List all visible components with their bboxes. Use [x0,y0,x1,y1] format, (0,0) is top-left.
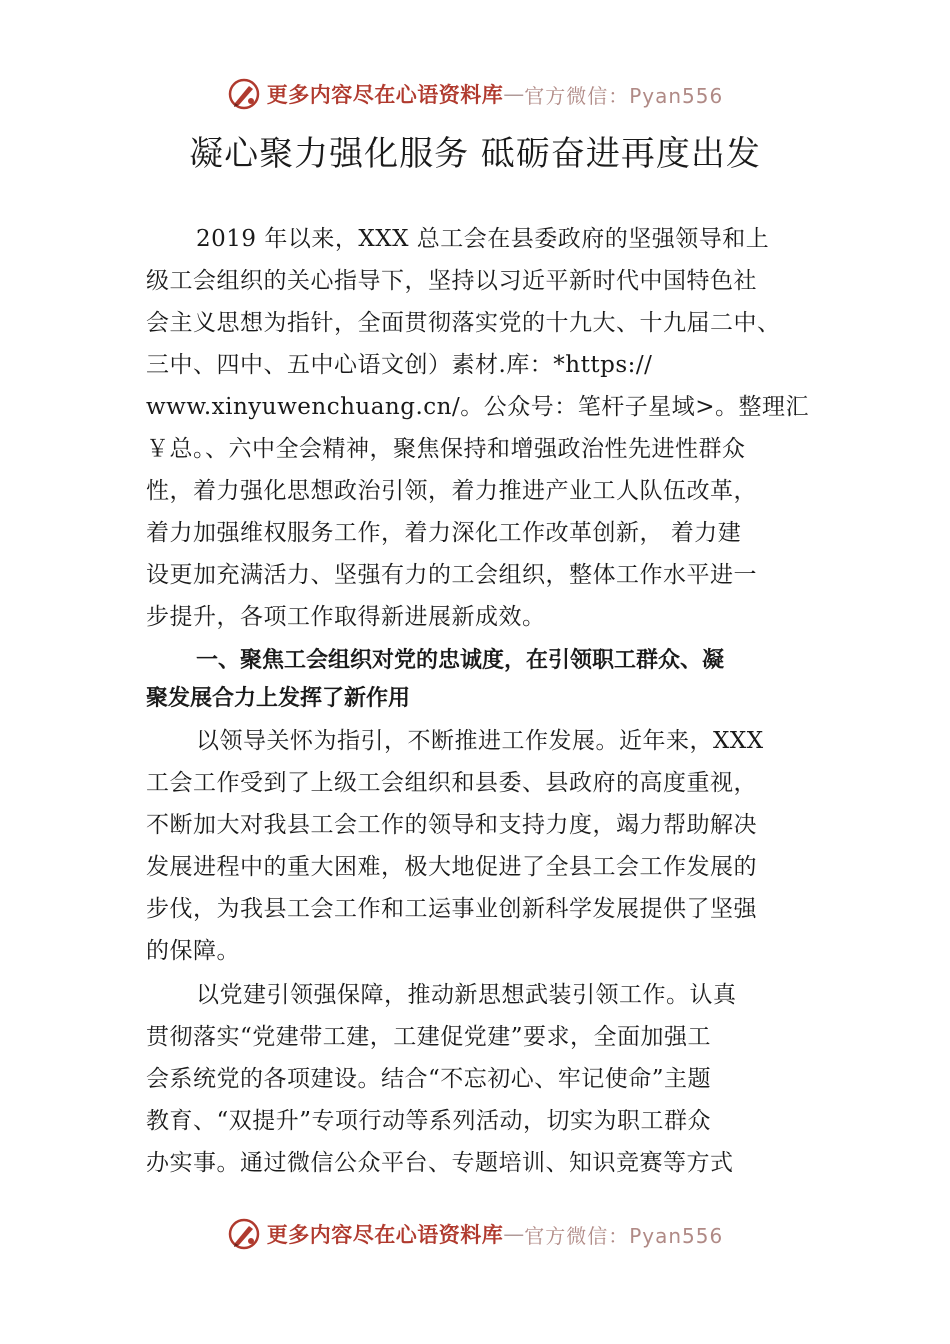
paragraph-3 [146,974,826,1184]
heading-line: 聚发展合力上发挥了新作用 [146,686,411,711]
paragraph-line: 工会工作受到了上级工会组织和县委、县政府的高度重视， [146,770,757,796]
paragraph-line: ￥总。、六中全会精神，聚焦保持和增强政治性先进性群众 [146,436,746,462]
paragraph-line: 步伐，为我县工会工作和工运事业创新科学发展提供了坚强 [146,896,757,922]
section-heading-1 [146,642,826,718]
banner-wechat: 官方微信：Pyan556 [524,83,724,108]
banner-brand: 更多内容尽在心语资料库 [266,1222,504,1247]
paragraph-line: 会主义思想为指针，全面贯彻落实党的十九大、十九届二中、 [146,310,781,336]
document-body [146,218,826,1184]
paragraph-line: 贯彻落实“党建带工建，工建促党建”要求，全面加强工 [146,1024,712,1050]
paragraph-line: 教育、“双提升”专项行动等系列活动，切实为职工群众 [146,1108,712,1134]
footer-banner [0,1212,950,1256]
paragraph-line: 发展进程中的重大困难，极大地促进了全县工会工作发展的 [146,854,757,880]
pen-in-circle-icon [227,1217,261,1251]
paragraph-1 [146,218,826,638]
banner-separator: — [503,82,525,106]
paragraph-line: 以党建引领强保障，推动新思想武装引领工作。认真 [196,982,737,1008]
banner-brand: 更多内容尽在心语资料库 [266,82,504,107]
banner-separator: — [503,1222,525,1246]
paragraph-line: 三中、四中、五中心语文创）素材.库：*https:// [146,352,653,378]
paragraph-2 [146,720,826,972]
paragraph-line: 会系统党的各项建设。结合“不忘初心、牢记使命”主题 [146,1066,712,1092]
document-title: 凝心聚力强化服务 砥砺奋进再度出发 [189,134,761,174]
pen-in-circle-icon [227,77,261,111]
paragraph-line: 的保障。 [146,938,240,964]
paragraph-line: 2019 年以来，XXX 总工会在县委政府的坚强领导和上 [196,226,770,252]
paragraph-line: 设更加充满活力、坚强有力的工会组织，整体工作水平进一 [146,562,757,588]
paragraph-line: 不断加大对我县工会工作的领导和支持力度，竭力帮助解决 [146,812,757,838]
heading-line: 一、聚焦工会组织对党的忠诚度，在引领职工群众、凝 [196,648,725,673]
paragraph-line: 性，着力强化思想政治引领，着力推进产业工人队伍改革， [146,478,757,504]
paragraph-line: 办实事。通过微信公众平台、专题培训、知识竞赛等方式 [146,1150,734,1176]
paragraph-line: 级工会组织的关心指导下，坚持以习近平新时代中国特色社 [146,268,757,294]
paragraph-line: 以领导关怀为指引，不断推进工作发展。近年来，XXX [196,728,764,754]
paragraph-line: 着力加强维权服务工作，着力深化工作改革创新， 着力建 [146,520,742,546]
header-banner [0,72,950,116]
banner-wechat: 官方微信：Pyan556 [524,1223,724,1248]
paragraph-line: 步提升，各项工作取得新进展新成效。 [146,604,546,630]
paragraph-line: www.xinyuwenchuang.cn/。公众号：笔杆子星域>。整理汇 [146,394,809,420]
